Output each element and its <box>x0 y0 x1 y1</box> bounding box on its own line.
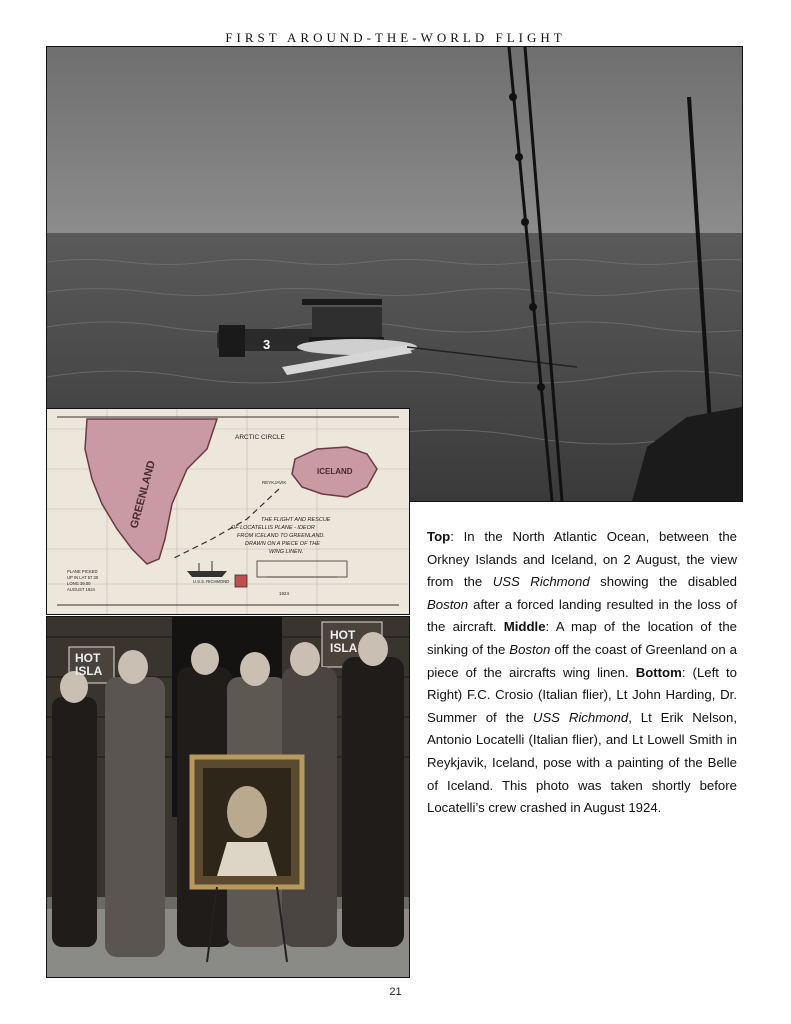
running-header: FIRST AROUND-THE-WORLD FLIGHT <box>225 30 566 45</box>
page-number: 21 <box>389 986 402 998</box>
caption-plane-name: Boston <box>509 641 551 657</box>
caption-text: : (Left to Right) F.C. Crosio (Italian flier), Lt John Harding, Dr. Summer of the <box>427 664 737 725</box>
wreck-label: 1924 <box>279 591 290 596</box>
legend-line-5: WING LINEN. <box>269 549 304 555</box>
group-photo <box>46 616 410 978</box>
caption-bottom-label: Bottom <box>635 664 682 680</box>
caption-top-label: Top <box>427 529 451 544</box>
caption-text: : In the North Atlantic Ocean, between the Orkney Islands and Iceland, on 2 August, the view from the <box>427 529 737 590</box>
legend-line-1: THE FLIGHT AND RESCUE <box>261 517 331 523</box>
hotel-sign-right: ISLA <box>330 641 358 655</box>
pickup-line-4: AUGUST 1924 <box>67 587 95 592</box>
pickup-line-3: LONG 39.00 <box>67 581 91 586</box>
arctic-circle-label: ARCTIC CIRCLE <box>235 434 285 441</box>
ship-label: U.S.S. RICHMOND <box>193 579 230 584</box>
caption-text: , Lt Erik Nelson, Antonio Locatelli (Italian flier), and Lt Lowell Smith in Reykjavik, Iceland, pose with a painting of the Belle of Iceland. This photo was taken shortly before Locatelli’s crew crashed in August 1924. <box>427 709 737 816</box>
wing-linen-map <box>46 408 410 615</box>
caption-ship-name: USS Richmond <box>492 574 590 590</box>
legend-line-3: FROM ICELAND TO GREENLAND. <box>237 533 325 539</box>
hotel-sign-left: HOT <box>75 651 101 665</box>
caption-ship-name: USS Richmond <box>532 709 629 725</box>
caption-text: : A map of the location of the sinking of the <box>427 619 737 657</box>
legend-line-2: OF LOCATELLIS PLANE - IDEOR <box>231 525 315 531</box>
reykjavik-label: REYKJAVIK <box>262 480 287 485</box>
hotel-sign-right: HOT <box>330 628 356 642</box>
caption-text: showing the disabled <box>589 574 737 590</box>
hotel-sign-left: ISLA <box>75 664 103 678</box>
caption-plane-name: Boston <box>427 596 469 612</box>
caption-text: after a forced landing resulted in the loss of the aircraft. <box>427 596 737 635</box>
caption-middle-label: Middle <box>503 619 546 635</box>
photo-caption <box>427 526 737 820</box>
legend-line-4: DRAWN ON A PIECE OF THE <box>245 541 320 547</box>
pickup-line-2: UP IN LAT 57.30 <box>67 575 99 580</box>
caption-text: off the coast of Greenland on a piece of the aircrafts wing linen. <box>427 641 738 680</box>
pickup-line-1: PLANE PICKED <box>67 569 98 574</box>
iceland-label: ICELAND <box>317 467 353 476</box>
greenland-label: GREENLAND <box>128 459 158 530</box>
plane-number: 3 <box>263 337 271 352</box>
